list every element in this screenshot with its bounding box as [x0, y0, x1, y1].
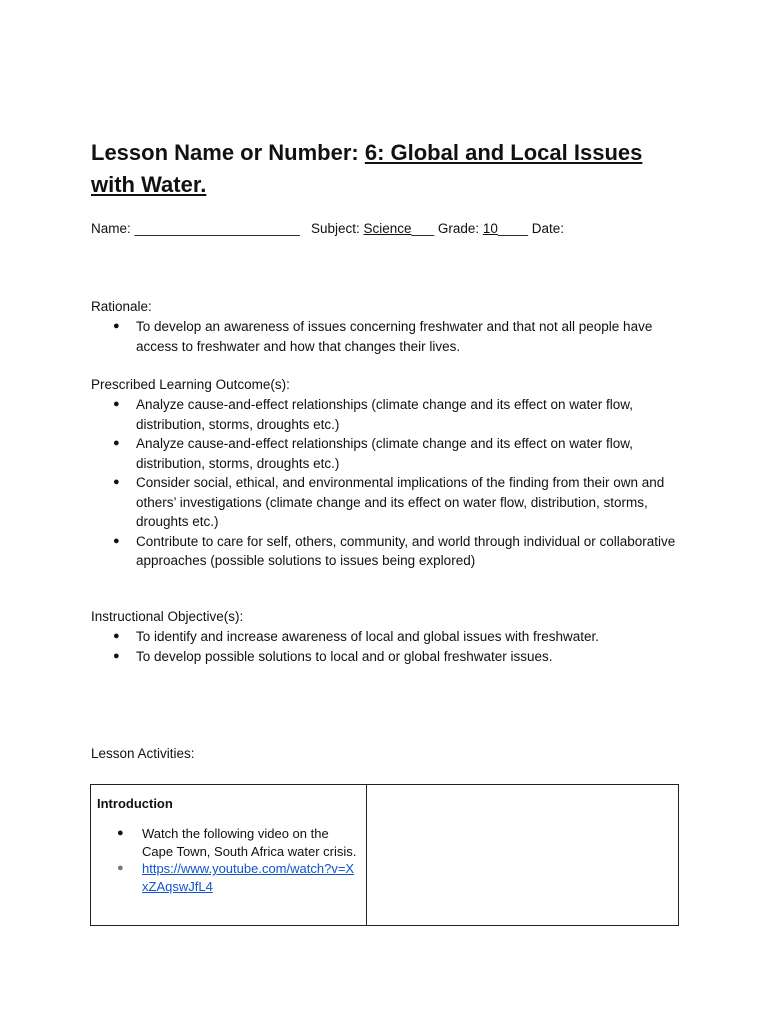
- rationale-label: Rationale:: [91, 299, 152, 314]
- objectives-list: [91, 627, 691, 666]
- list-item: ● To identify and increase awareness of local and global issues with freshwater.: [91, 627, 691, 647]
- bullet-icon: ●: [113, 649, 120, 662]
- introduction-heading: Introduction: [97, 796, 173, 811]
- bullet-icon: ●: [113, 476, 120, 488]
- list-item: ● Contribute to care for self, others, community, and world through individual or collaborative approaches (possible solutions to issues being explored): [113, 533, 676, 568]
- list-item: ● Analyze cause-and-effect relationships (climate change and its effect on water flow, distribution, storms, droughts etc.): [113, 397, 634, 432]
- empty-table-cell: [367, 785, 678, 925]
- list-item: [97, 860, 360, 895]
- rationale-list: [91, 317, 691, 356]
- subject-label: Subject:: [310, 221, 360, 236]
- bullet-icon: ●: [113, 398, 120, 410]
- outcomes-list: [91, 395, 691, 571]
- list-item: ● Consider social, ethical, and environmental implications of the finding from their own and others’ investigations (climate change and its effect on water flow, distribution, storms, droughts etc.): [113, 475, 665, 529]
- lesson-title-prefix: Lesson Name or Number:: [91, 140, 365, 165]
- bullet-icon: ●: [113, 437, 120, 449]
- grade-value: 10: [482, 221, 498, 236]
- bullet-icon: ●: [117, 827, 124, 839]
- activities-label: Lesson Activities:: [91, 746, 195, 761]
- subject-tail: ___: [411, 221, 435, 236]
- introduction-list: [97, 825, 360, 895]
- student-info-line: [91, 220, 564, 238]
- list-item: ● To develop possible solutions to local and or global freshwater issues.: [91, 647, 691, 667]
- video-link[interactable]: https://www.youtube.com/watch?v=XxZAqswJfL4: [142, 861, 355, 894]
- subject-value: Science: [363, 221, 412, 236]
- objectives-label: Instructional Objective(s):: [91, 609, 244, 624]
- bullet-icon: ●: [113, 534, 120, 547]
- list-item: ● Analyze cause-and-effect relationships (climate change and its effect on water flow, distribution, storms, droughts etc.): [113, 436, 634, 471]
- list-item: ● Watch the following video on the Cape Town, South Africa water crisis.: [117, 826, 357, 859]
- date-label: Date:: [531, 221, 565, 236]
- outcomes-label: Prescribed Learning Outcome(s):: [91, 377, 290, 392]
- name-blank: ______________________: [134, 221, 300, 236]
- grade-tail: ____: [497, 221, 528, 236]
- name-label: Name:: [91, 221, 131, 236]
- grade-label: Grade:: [437, 221, 480, 236]
- lesson-title: [91, 137, 691, 201]
- lesson-title-value: 6: Global and Local Issues with Water.: [91, 140, 643, 197]
- bullet-icon: ●: [117, 862, 124, 874]
- bullet-icon: ●: [113, 320, 120, 332]
- activities-table: [90, 784, 679, 926]
- list-item: ● To develop an awareness of issues concerning freshwater and that not all people have access to freshwater and how that changes their lives.: [113, 319, 653, 354]
- bullet-icon: ●: [113, 630, 120, 642]
- introduction-cell: [91, 785, 367, 925]
